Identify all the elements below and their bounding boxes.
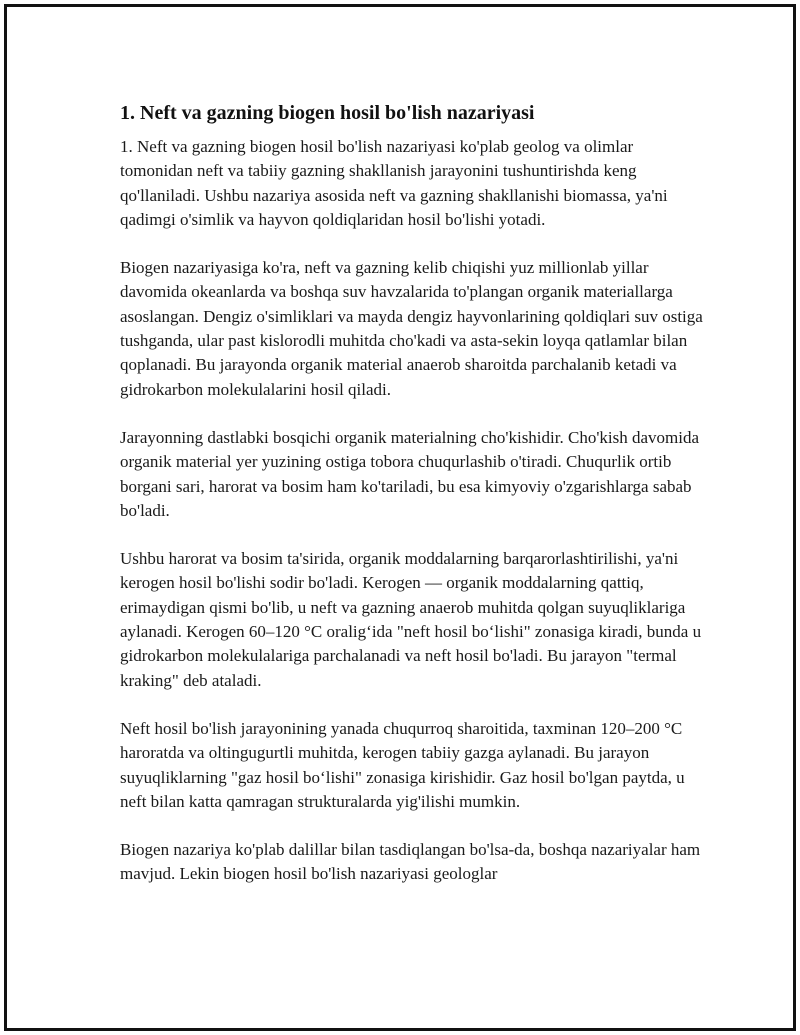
document-body bbox=[120, 99, 710, 911]
page-frame bbox=[4, 4, 796, 1031]
paragraph-3: Jarayonning dastlabki bosqichi organik materialning cho'kishidir. Cho'kish davomida organik material yer yuzining ostiga tobora chuqurlashib o'tiradi. Chuqurlik ortib borgani sari, harorat va bosim ham ko'tariladi, bu esa kimyoviy o'zgarishlarga sabab bo'ladi. bbox=[120, 427, 700, 520]
document-title: 1. Neft va gazning biogen hosil bo'lish nazariyasi bbox=[120, 102, 535, 124]
paragraph-5: Neft hosil bo'lish jarayonining yanada chuqurroq sharoitida, taxminan 120–200 °C haroratda va oltingugurtli muhitda, kerogen tabiiy gazga aylanadi. Bu jarayon suyuqliklarning "gaz hosil bo‘lishi" zonasiga kirishidir. Gaz hosil bo'lgan paytda, u neft bilan katta qamragan strukturalarda yig'ilishi mumkin. bbox=[120, 718, 685, 811]
paragraph-6: Biogen nazariya ko'plab dalillar bilan tasdiqlangan bo'lsa-da, boshqa nazariyalar ham mavjud. Lekin biogen hosil bo'lish nazariyasi geologlar bbox=[120, 840, 701, 884]
paragraph-1: 1. Neft va gazning biogen hosil bo'lish nazariyasi ko'plab geolog va olimlar tomonidan neft va tabiiy gazning shakllanish jarayonini tushuntirishda keng qo'llaniladi. Ushbu nazariya asosida neft va gazning shakllanishi biomassa, ya'ni qadimgi o'simlik va hayvon qoldiqlaridan hosil bo'lishi yotadi. bbox=[120, 137, 668, 229]
paragraph-2: Biogen nazariyasiga ko'ra, neft va gazning kelib chiqishi yuz millionlab yillar davomida okeanlarda va boshqa suv havzalarida to'plangan organik materiallarga asoslangan. Dengiz o'simliklari va mayda dengiz hayvonlarining qoldiqlari suv ostiga tushganda, ular past kislorodli muhitda cho'kadi va asta-sekin loyqa qatlamlar bilan qoplanadi. Bu jarayonda organik material anaerob sharoitda parchalanib ketadi va gidrokarbon molekulalarini hosil qiladi. bbox=[120, 258, 703, 399]
paragraph-4: Ushbu harorat va bosim ta'sirida, organik moddalarning barqarorlashtirilishi, ya'ni kerogen hosil bo'lishi sodir bo'ladi. Kerogen — organik moddalarning qattiq, erimaydigan qismi bo'lib, u neft va gazning anaerob muhitda qolgan suyuqliklariga aylanadi. Kerogen 60–120 °C oralig‘ida "neft hosil bo‘lishi" zonasiga kiradi, bunda u gidrokarbon molekulalariga parchalanadi va neft hosil bo'ladi. Bu jarayon "termal kraking" deb ataladi. bbox=[120, 549, 702, 690]
